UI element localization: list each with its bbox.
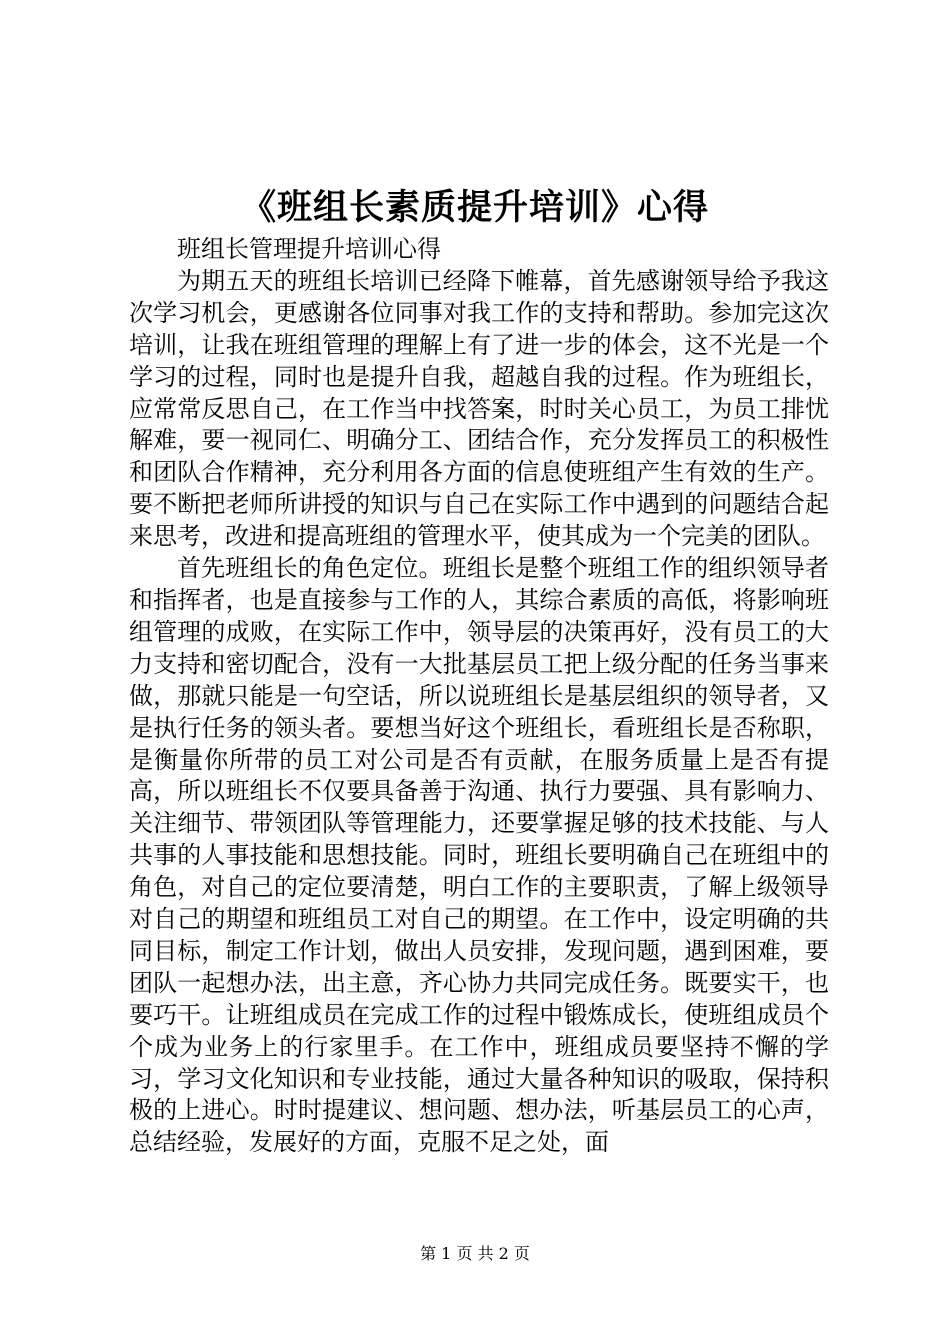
page-number-footer: 第 1 页 共 2 页 <box>420 1244 530 1263</box>
document-title: 《班组长素质提升培训》心得 <box>240 187 709 228</box>
paragraph-2: 首先班组长的角色定位。班组长是整个班组工作的组织领导者和指挥者，也是直接参与工作的人，其综合素质的高低，将影响班组管理的成败，在实际工作中，领导层的决策再好，没有员工的大力支持和密切配合，没有一大批基层员工把上级分配的任务当事来做，那就只能是一句空话，所以说班组长是基层组织的领导者，又是执行任务的领头者。要想当好这个班组长，看班组长是否称职，是衡量你所带的员工对公司是否有贡献，在服务质量上是否有提高，所以班组长不仅要具备善于沟通、执行力要强、具有影响力、关注细节、带领团队等管理能力，还要掌握足够的技术技能、与人共事的人事技能和思想技能。同时，班组长要明确自己在班组中的角色，对自己的定位要清楚，明白工作的主要职责，了解上级领导对自己的期望和班组员工对自己的期望。在工作中，设定明确的共同目标，制定工作计划，做出人员安排，发现问题，遇到困难，要团队一起想办法，出主意，齐心协力共同完成任务。既要实干，也要巧干。让班组成员在完成工作的过程中锻炼成长，使班组成员个个成为业务上的行家里手。在工作中，班组成员要坚持不懈的学习，学习文化知识和专业技能，通过大量各种知识的吸取，保持积极的上进心。时时提建议、想问题、想办法，听基层员工的心声，总结经验，发展好的方面，克服不足之处，面 <box>129 554 829 1157</box>
paragraph-1: 为期五天的班组长培训已经降下帷幕，首先感谢领导给予我这次学习机会，更感谢各位同事对我工作的支持和帮助。参加完这次培训，让我在班组管理的理解上有了进一步的体会，这不光是一个学习的过程，同时也是提升自我，超越自我的过程。作为班组长，应常常反思自己，在工作当中找答案，时时关心员工，为员工排忧解难，要一视同仁、明确分工、团结合作，充分发挥员工的积极性和团队合作精神，充分利用各方面的信息使班组产生有效的生产。要不断把老师所讲授的知识与自己在实际工作中遇到的问题结合起来思考，改进和提高班组的管理水平，使其成为一个完美的团队。 <box>129 266 829 551</box>
document-subtitle: 班组长管理提升培训心得 <box>177 235 441 263</box>
document-body <box>129 234 829 1159</box>
